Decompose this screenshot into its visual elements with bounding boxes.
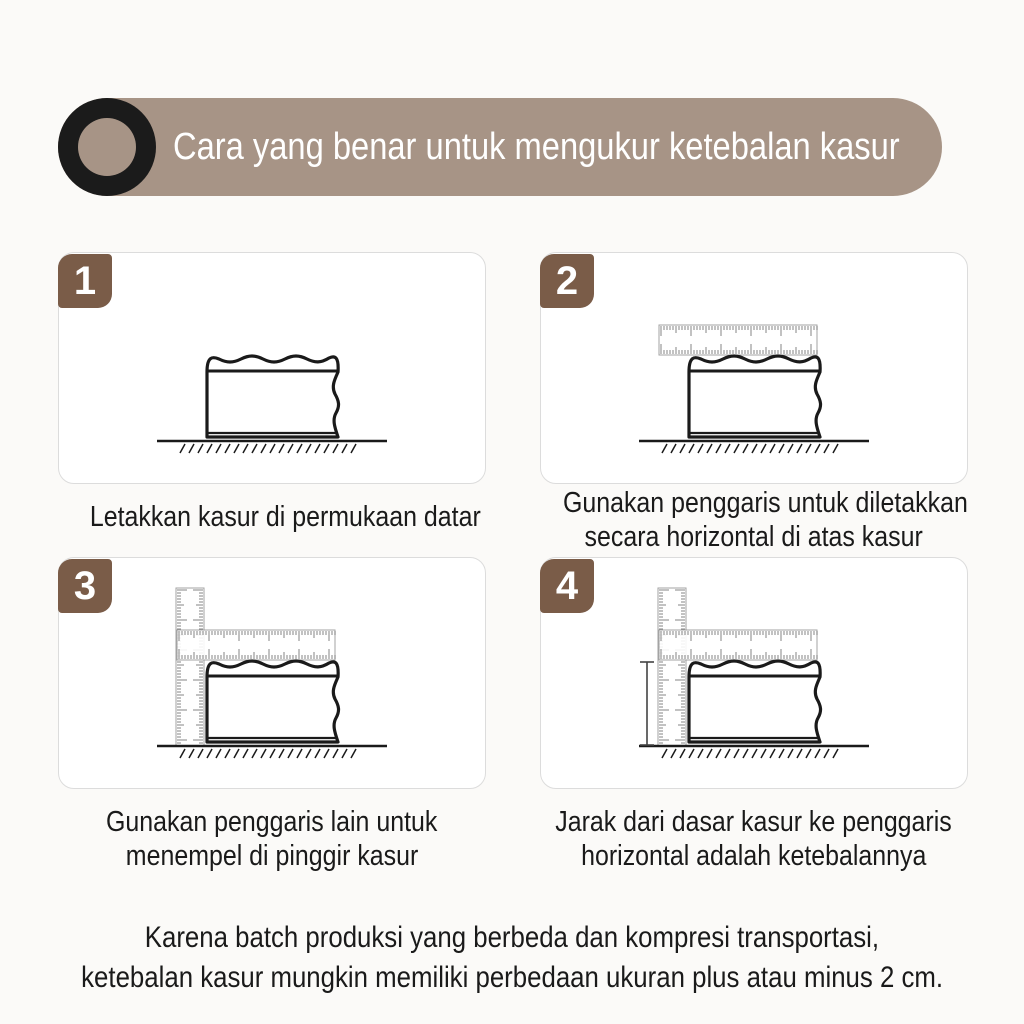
vertical-ruler xyxy=(176,588,204,746)
footer-note-line-1: Karena batch produksi yang berbeda dan kompresi transportasi, xyxy=(144,921,880,954)
step-2-illustration xyxy=(541,253,969,485)
mattress-drawing xyxy=(689,661,821,742)
page-title: Cara yang benar untuk mengukur ketebalan kasur xyxy=(173,126,900,168)
step-3-badge: 3 xyxy=(58,559,112,613)
step-2-card xyxy=(540,252,968,484)
ground-surface xyxy=(639,441,869,453)
step-3-caption xyxy=(48,805,496,873)
step-3-illustration xyxy=(59,558,487,790)
step-2-caption xyxy=(530,486,978,554)
step-4-caption xyxy=(520,805,988,873)
ring-icon xyxy=(58,98,156,196)
ring-icon-center xyxy=(78,118,136,176)
step-4-badge: 4 xyxy=(540,559,594,613)
vertical-ruler xyxy=(658,588,686,746)
footer-note-line-2: ketebalan kasur mungkin memiliki perbedaan ukuran plus atau minus 2 cm. xyxy=(81,961,943,994)
step-1-caption xyxy=(58,500,486,534)
step-1-card xyxy=(58,252,486,484)
step-1-badge: 1 xyxy=(58,254,112,308)
ground-surface xyxy=(157,441,387,453)
ground-surface xyxy=(639,746,869,758)
step-4-caption-line-2: horizontal adalah ketebalannya xyxy=(581,840,927,872)
step-3-caption-line-2: menempel di pinggir kasur xyxy=(125,840,419,872)
step-2-caption-line-1: Gunakan penggaris untuk diletakkan xyxy=(562,487,968,519)
step-2-caption-line-2: secara horizontal di atas kasur xyxy=(584,521,924,553)
step-4-caption-line-1: Jarak dari dasar kasur ke penggaris xyxy=(555,806,953,838)
step-3-caption-line-1: Gunakan penggaris lain untuk xyxy=(106,806,438,838)
horizontal-ruler xyxy=(177,630,335,660)
horizontal-ruler xyxy=(659,325,817,355)
mattress-drawing xyxy=(207,356,339,437)
mattress-drawing xyxy=(207,661,339,742)
step-4-card xyxy=(540,557,968,789)
thickness-indicator xyxy=(640,662,654,745)
step-3-card xyxy=(58,557,486,789)
step-2-badge: 2 xyxy=(540,254,594,308)
step-1-caption-line-1: Letakkan kasur di permukaan datar xyxy=(89,501,481,533)
step-4-illustration xyxy=(541,558,969,790)
horizontal-ruler xyxy=(659,630,817,660)
step-1-illustration xyxy=(59,253,487,485)
mattress-drawing xyxy=(689,356,821,437)
ground-surface xyxy=(157,746,387,758)
